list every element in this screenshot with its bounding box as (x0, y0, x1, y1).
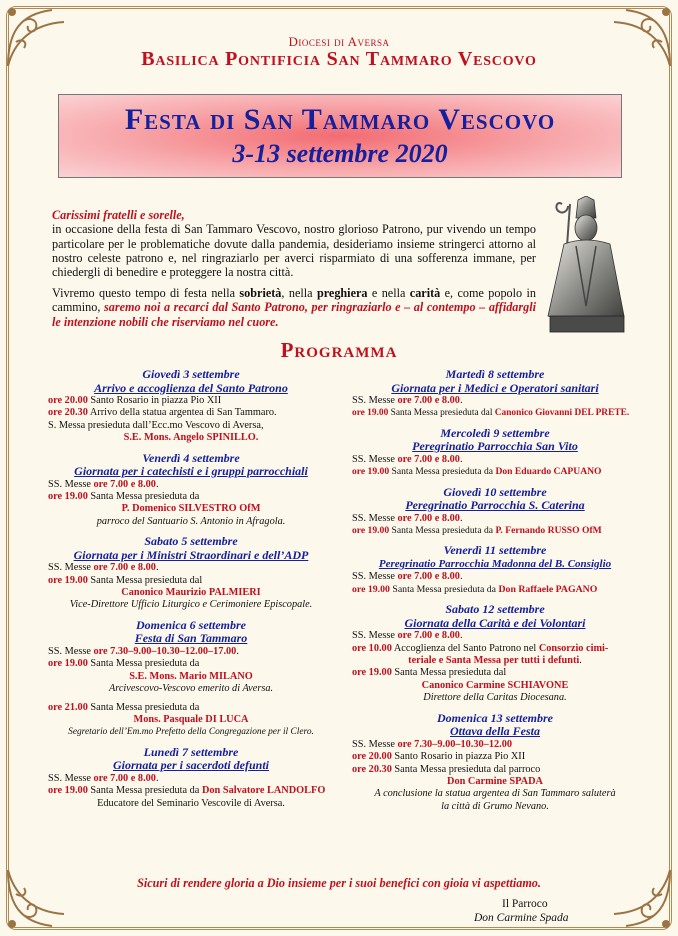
title-banner (58, 94, 622, 178)
day-title: Giovedì 3 settembre (142, 367, 240, 381)
basilica-name: Basilica Pontificia San Tammaro Vescovo (141, 48, 537, 70)
program-line (48, 785, 334, 797)
celebrant-note: Vice-Direttore Ufficio Liturgico e Cerimoniere Episcopale. (69, 599, 313, 611)
banner-date: 3-13 settembre 2020 (232, 139, 448, 168)
banner-title: Festa di San Tammaro Vescovo (124, 103, 556, 136)
event-text: Santa Messa presieduta dal (87, 574, 203, 586)
day-subtitle: Giornata per i Ministri Straordinari e dell’ADP (73, 547, 309, 562)
celebrant-note: parroco del Santuario S. Antonio in Afragola. (96, 515, 286, 527)
celebrant-name: Don Eduardo CAPUANO (495, 466, 602, 478)
event-text: . (155, 772, 159, 784)
day-block (352, 544, 638, 596)
program-line (352, 525, 638, 537)
day-block (352, 486, 638, 538)
day-subtitle: Giornata per i catechisti e i gruppi parrocchiali (74, 464, 308, 479)
program-line (352, 395, 638, 407)
time: ore 7.00 e 8.00 (397, 571, 460, 583)
word-carita: carità (409, 286, 441, 300)
program-line (48, 491, 334, 503)
event-text: Santa Messa presieduta da (389, 525, 496, 537)
program-line (48, 658, 334, 670)
day-title: Domenica 13 settembre (437, 710, 553, 725)
day-subtitle: Festa di San Tammaro (134, 631, 248, 646)
time: ore 19.00 (352, 583, 390, 595)
event-text: . (579, 655, 582, 667)
day-block (352, 427, 638, 479)
program-line (48, 420, 334, 432)
event-text: Santa Messa presieduta da (87, 701, 200, 713)
intro2-italic: saremo noi a recarci dal Santo Patrono, per ringraziarlo e – al contempo – affidargli le intenzione nobili che riserviamo nel cuore. (52, 300, 537, 329)
celebrant-name: Mons. Pasquale DI LUCA (133, 713, 249, 725)
program-right-column (352, 368, 638, 820)
time: ore 7.00 e 8.00 (397, 395, 460, 406)
day-block (48, 368, 334, 445)
celebrant-name: Canonico Carmine SCHIAVONE (421, 679, 569, 691)
program-line (48, 575, 334, 587)
greeting: Carissimi fratelli e sorelle, (52, 208, 185, 222)
day-title: Venerdì 11 settembre (443, 543, 547, 558)
day-subtitle: Giornata della Carità e dei Volontari (404, 615, 586, 630)
celebrant-note: Educatore del Seminario Vescovile di Aversa. (97, 797, 285, 809)
program-line (352, 571, 638, 583)
day-title: Giovedì 10 settembre (443, 484, 547, 499)
event-text: SS. Messe (352, 512, 398, 524)
day-title: Lunedì 7 settembre (143, 744, 239, 759)
event-text: SS. Messe (352, 395, 398, 406)
program-line (48, 407, 334, 419)
event-text: . (155, 478, 159, 490)
event-text: SS. Messe (352, 453, 398, 465)
word-preghiera: preghiera (316, 286, 368, 300)
day-block (352, 368, 638, 420)
program-line (352, 655, 638, 667)
celebrant-name: Don Raffaele PAGANO (498, 583, 598, 595)
intro2-text-d: e, come popolo in cammino, (52, 286, 536, 315)
day-title: Mercoledì 9 settembre (440, 425, 550, 440)
event-text: SS. Messe (48, 478, 94, 490)
word-sobrieta: sobrietà (239, 286, 282, 300)
event-text: Arrivo della statua argentea di San Tammaro. (87, 407, 277, 419)
event-text: Santa Messa presieduta dal parroco (391, 763, 541, 775)
event-text: Santa Messa presieduta da (87, 491, 200, 503)
time: ore 19.00 (48, 658, 88, 670)
program-line (48, 646, 334, 658)
day-block (48, 452, 334, 529)
program-line (352, 739, 638, 751)
event-text: SS. Messe (48, 562, 94, 574)
celebrant-name: Canonico Maurizio PALMIERI (121, 587, 261, 599)
day-title: Venerdì 4 settembre (142, 450, 240, 465)
day-subtitle: Peregrinatio Parrocchia S. Caterina (405, 498, 585, 513)
program-left-column (48, 368, 334, 817)
event-text: Santo Rosario in piazza Pio XII (87, 395, 222, 406)
celebrant-name: P. Fernando RUSSO OfM (495, 525, 602, 537)
program-line (352, 513, 638, 525)
event-text: . (459, 512, 463, 524)
time: ore 20.00 (352, 751, 392, 763)
celebrant-name: Don Salvatore LANDOLFO (201, 785, 326, 797)
celebrant-name: Don Carmine SPADA (447, 775, 543, 787)
day-block (48, 535, 334, 612)
program-line (352, 630, 638, 642)
time: ore 19.00 (48, 574, 88, 586)
signature-role: Il Parroco (502, 898, 548, 910)
day-title: Domenica 6 settembre (136, 617, 246, 632)
time: ore 7.00 e 8.00 (397, 630, 460, 642)
event-text: Santa Messa presieduta da (389, 466, 496, 478)
time: ore 20.30 (48, 407, 88, 419)
intro-paragraph-2 (52, 286, 536, 329)
event-text: SS. Messe (352, 630, 398, 642)
day-block (352, 603, 638, 704)
program-line (352, 454, 638, 466)
time: ore 19.00 (48, 491, 88, 503)
time: ore 7.00 e 8.00 (397, 453, 460, 465)
time: ore 7.00 e 8.00 (93, 478, 156, 490)
time: ore 20.30 (352, 763, 392, 775)
day-block (48, 619, 334, 739)
celebrant-note: Arcivescovo-Vescovo emerito di Aversa. (108, 683, 274, 695)
program-line (352, 466, 638, 478)
day-block (48, 746, 334, 810)
intro2-text-b: , nella (281, 286, 317, 300)
day-block (352, 712, 638, 813)
time: ore 21.00 (48, 701, 88, 713)
corner-ornament-icon (2, 864, 72, 934)
time: ore 19.00 (352, 525, 390, 537)
diocese-name: Diocesi di Aversa (288, 34, 390, 49)
time: ore 19.00 (352, 667, 392, 679)
program-line (48, 773, 334, 785)
intro-text: in occasione della festa di San Tammaro Vescovo, nostro glorioso Patrono, pur vivendo un tempo particolare per le problematiche dovute dalla pandemia, desideriamo insieme stringerci attorno al nostro celeste patrono e, nel ringraziarlo per averci risparmiato di una sofferenza immane, per chiedergli di benedire e proteggere la nostra città. (52, 222, 536, 280)
corner-ornament-icon (606, 864, 676, 934)
event-text: SS. Messe (352, 738, 398, 750)
day-subtitle: Giornata per i Medici e Operatori sanitari (391, 380, 599, 395)
celebrant-note: Direttore della Caritas Diocesana. (423, 692, 567, 704)
event-text: . (155, 562, 159, 574)
event-text: . (459, 395, 463, 406)
event-text: . (459, 453, 463, 465)
intro2-text-a: Vivremo questo tempo di festa nella (52, 286, 240, 300)
time: ore 20.00 (48, 395, 88, 406)
signature-name: Don Carmine Spada (474, 912, 569, 924)
program-line (352, 751, 638, 763)
program-line (352, 764, 638, 776)
event-text: SS. Messe (48, 772, 94, 784)
event-highlight: teriale e Santa Messa per tutti i defunti (408, 655, 580, 667)
celebrant-note: Segretario dell’Em.mo Prefetto della Congregazione per il Clero. (68, 727, 314, 738)
program-line (352, 643, 638, 655)
day-title: Martedì 8 settembre (445, 367, 545, 381)
event-text: . (236, 645, 239, 657)
event-text: Santa Messa presieduta dal (391, 667, 507, 679)
time: ore 10.00 (352, 642, 392, 654)
event-text: Santa Messa presieduta da (87, 658, 200, 670)
day-title: Sabato 5 settembre (144, 534, 238, 549)
event-text: SS. Messe (352, 571, 398, 583)
saint-statue-image (540, 196, 632, 336)
celebrant-name: S.E. Mons. Mario MILANO (129, 670, 253, 682)
intro2-text-c: e nella (367, 286, 410, 300)
program-line (48, 395, 334, 407)
event-text: Santo Rosario in piazza Pio XII (391, 751, 526, 763)
program-line (48, 702, 334, 714)
event-text: Santa Messa presieduta da (87, 785, 202, 797)
event-text: Santa Messa presieduta da (389, 583, 499, 595)
time: ore 7.00 e 8.00 (93, 772, 156, 784)
event-text: . (459, 571, 463, 583)
event-text: S. Messa presieduta dall’Ecc.mo Vescovo di Aversa, (48, 419, 264, 431)
time: ore 19.00 (352, 466, 390, 478)
celebrant-name: S.E. Mons. Angelo SPINILLO. (123, 432, 259, 444)
program-line (352, 667, 638, 679)
day-subtitle: Giornata per i sacerdoti defunti (112, 758, 269, 773)
intro-paragraph (52, 208, 536, 279)
program-line (48, 479, 334, 491)
program-line (352, 407, 638, 419)
time: ore 19.00 (352, 408, 389, 419)
closing-line: Sicuri di rendere gloria a Dio insieme per i suoi benefici con gioia vi aspettiamo. (137, 876, 541, 890)
time: ore 7.30–9.00–10.30–12.00–17.00 (93, 645, 237, 657)
time: ore 7.30–9.00–10.30–12.00 (397, 738, 512, 750)
event-text: Accoglienza del Santo Patrono nel (391, 642, 539, 654)
program-line (352, 584, 638, 596)
celebrant-name: P. Domenico SILVESTRO OfM (121, 503, 261, 515)
day-subtitle: Peregrinatio Parrocchia San Vito (412, 439, 578, 454)
program-line (48, 562, 334, 574)
day-subtitle: Peregrinatio Parrocchia Madonna del B. Consiglio (378, 557, 612, 570)
event-text: SS. Messe (48, 645, 94, 657)
day-subtitle: Arrivo e accoglienza del Santo Patrono (94, 380, 288, 395)
program-heading: Programma (280, 338, 398, 362)
celebrant-note: A conclusione la statua argentea di San Tammaro saluterà (374, 788, 616, 800)
celebrant-note: la città di Grumo Nevano. (441, 800, 549, 812)
event-text: Santa Messa presieduta dal (388, 408, 495, 419)
event-text: . (459, 630, 463, 642)
time: ore 7.00 e 8.00 (93, 562, 156, 574)
celebrant-name: Canonico Giovanni DEL PRETE. (494, 408, 630, 419)
event-highlight: Consorzio cimi- (538, 642, 609, 654)
day-subtitle: Ottava della Festa (450, 724, 540, 739)
time: ore 7.00 e 8.00 (397, 512, 460, 524)
day-title: Sabato 12 settembre (445, 602, 545, 617)
time: ore 19.00 (48, 785, 88, 797)
